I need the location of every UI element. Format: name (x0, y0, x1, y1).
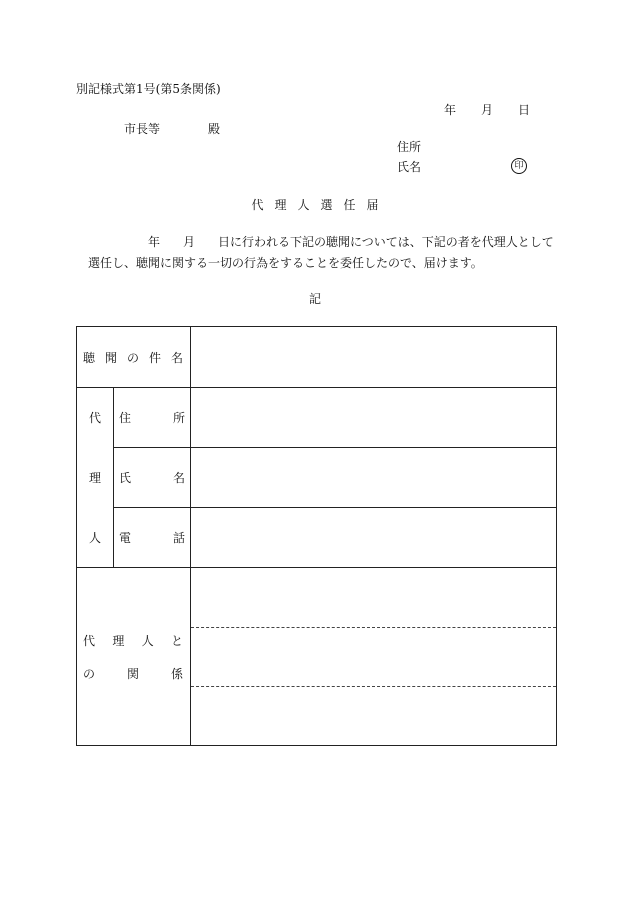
agent-label-char-3: 人 (89, 531, 102, 545)
seal-mark: 印 (511, 158, 527, 174)
body-line-1 (148, 236, 554, 248)
agent-phone-value[interactable] (191, 508, 556, 567)
ki-heading: 記 (308, 292, 321, 306)
addressee-name: 市長等 (124, 122, 161, 136)
agent-address-label: 住 所 (119, 411, 185, 425)
hearing-subject-label: 聴 聞 の 件 名 (83, 351, 183, 365)
applicant-address-label: 住所 (397, 140, 422, 154)
hearing-subject-value[interactable] (191, 327, 556, 387)
date-line (444, 104, 530, 116)
body-month-label: 月 (183, 235, 196, 249)
agent-name-label: 氏 名 (119, 471, 185, 485)
addressee-suffix: 殿 (208, 122, 221, 136)
agent-name-value[interactable] (191, 448, 556, 507)
agent-phone-label: 電 話 (119, 531, 185, 545)
relation-label-line-2: の 関 係 (83, 667, 183, 681)
body-line-2: 選任し、聴聞に関する一切の行為をすることを委任したので、届けます。 (88, 256, 483, 270)
column-divider (113, 387, 114, 567)
applicant-name-label: 氏名 (397, 160, 422, 174)
agent-label-char-1: 代 (89, 411, 102, 425)
form-label: 別記様式第1号(第5条関係) (76, 82, 221, 96)
body-year-label: 年 (148, 235, 161, 249)
body-line-1-text: 日に行われる下記の聴聞については、下記の者を代理人として (218, 235, 554, 249)
date-day-label: 日 (517, 103, 530, 117)
relation-label-line-1: 代 理 人 と (83, 634, 183, 648)
relation-value[interactable] (191, 568, 556, 745)
document-title: 代理人選任届 (251, 198, 390, 212)
date-year-label: 年 (444, 103, 457, 117)
form-table (76, 326, 557, 746)
date-month-label: 月 (480, 103, 493, 117)
agent-address-value[interactable] (191, 388, 556, 447)
agent-label-char-2: 理 (89, 471, 102, 485)
